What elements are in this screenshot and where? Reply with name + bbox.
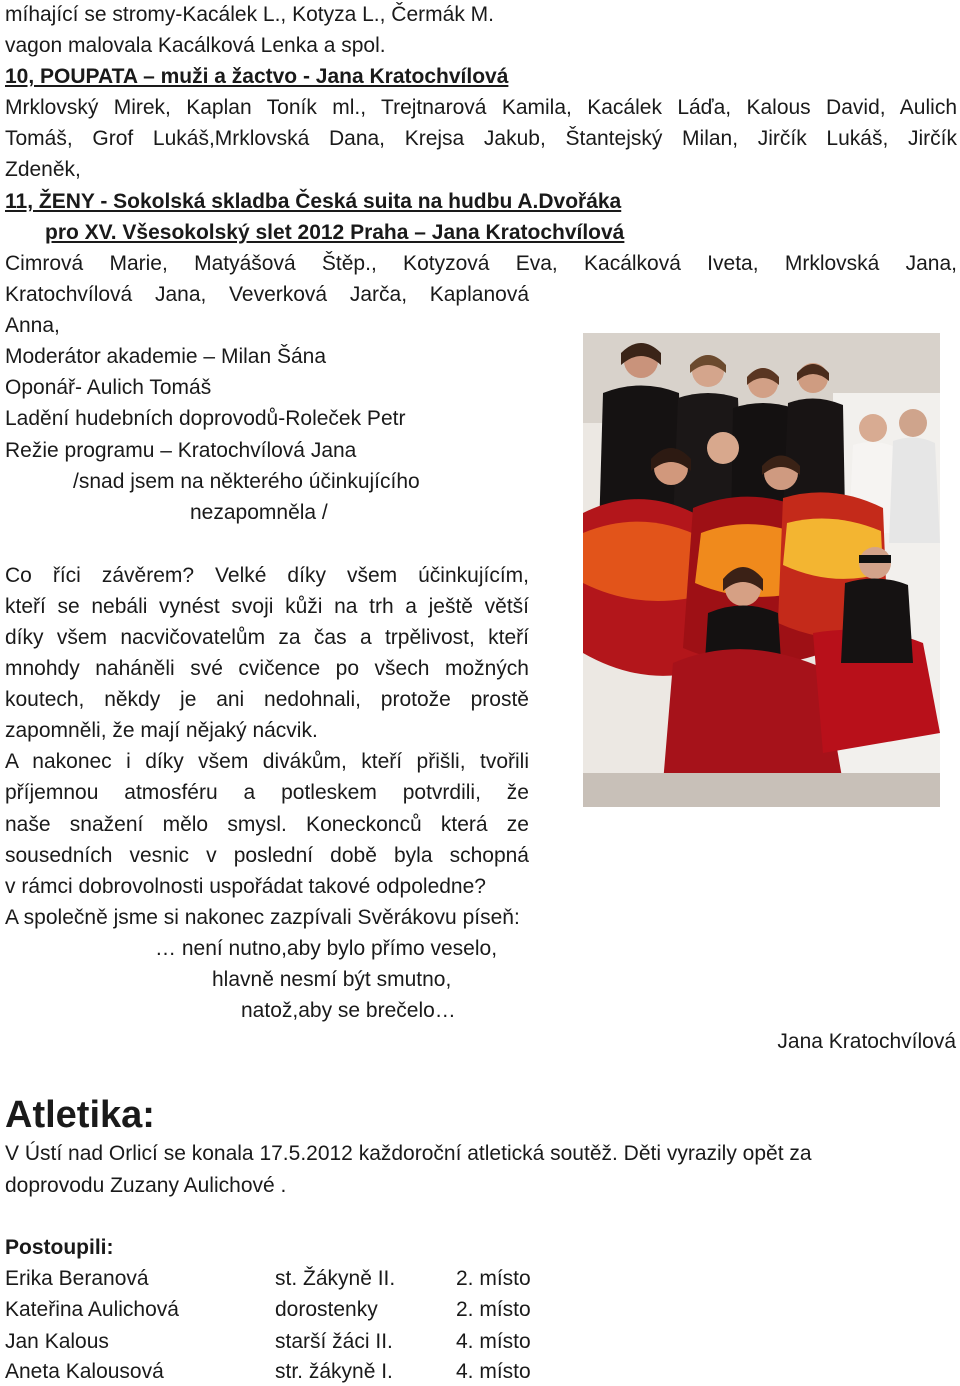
closing-paragraph-line: Co říci závěrem? Velké díky všem účinkujícím, bbox=[5, 564, 529, 587]
section-heading: Atletika: bbox=[5, 1094, 155, 1136]
program-item-11-title: pro XV. Všesokolský slet 2012 Praha – Jana Kratochvílová bbox=[45, 221, 625, 244]
credit-line: Režie programu – Kratochvílová Jana bbox=[5, 439, 357, 462]
program-item-11-cast: Kratochvílová Jana, Veverková Jarča, Kaplanová bbox=[5, 283, 529, 306]
program-item-11-cast: Cimrová Marie, Matyášová Štěp., Kotyzová Eva, Kacálková Iveta, Mrklovská Jana, bbox=[5, 252, 957, 275]
result-category: st. Žákyně II. bbox=[275, 1267, 396, 1290]
song-line: hlavně nesmí být smutno, bbox=[212, 968, 452, 991]
closing-paragraph-line: zapomněli, že mají nějaký nácvik. bbox=[5, 719, 318, 742]
postoupili-label: Postoupili: bbox=[5, 1236, 114, 1259]
credit-line: Ladění hudebních doprovodů-Roleček Petr bbox=[5, 407, 406, 430]
result-name: Jan Kalous bbox=[5, 1330, 109, 1353]
note-line: nezapomněla / bbox=[190, 501, 328, 524]
group-photo bbox=[583, 333, 940, 807]
result-name: Aneta Kalousová bbox=[5, 1360, 164, 1383]
program-item-11-title: 11, ŽENY - Sokolská skladba Česká suita na hudbu A.Dvořáka bbox=[5, 190, 622, 213]
closing-paragraph-line: kteří se nebáli vynést svoji kůži na trh a ještě větší bbox=[5, 595, 529, 618]
closing-paragraph-line: příjemnou atmosféru a potleskem potvrdili, že bbox=[5, 781, 529, 804]
result-name: Erika Beranová bbox=[5, 1267, 149, 1290]
atletika-intro: V Ústí nad Orlicí se konala 17.5.2012 každoroční atletická soutěž. Děti vyrazily opět za bbox=[5, 1142, 812, 1165]
closing-paragraph-line: v rámci dobrovolnosti uspořádat takové odpoledne? bbox=[5, 875, 486, 898]
program-item-10-title: 10, POUPATA – muži a žactvo - Jana Kratochvílová bbox=[5, 65, 509, 88]
signature: Jana Kratochvílová bbox=[777, 1030, 956, 1053]
credit-line: Moderátor akademie – Milan Šána bbox=[5, 345, 327, 368]
text-line: vagon malovala Kacálková Lenka a spol. bbox=[5, 34, 386, 57]
program-item-10-cast: Mrklovský Mirek, Kaplan Toník ml., Trejtnarová Kamila, Kacálek Láďa, Kalous David, Aulich bbox=[5, 96, 957, 119]
result-category: starší žáci II. bbox=[275, 1330, 393, 1353]
text-line: míhající se stromy-Kacálek L., Kotyza L., Čermák M. bbox=[5, 3, 494, 26]
result-place: 2. místo bbox=[456, 1298, 531, 1321]
result-place: 4. místo bbox=[456, 1330, 531, 1353]
closing-paragraph-line: naše snažení mělo smysl. Koneckonců která ze bbox=[5, 813, 529, 836]
program-item-11-cast: Anna, bbox=[5, 314, 60, 337]
song-line: natož,aby se brečelo… bbox=[241, 999, 456, 1022]
program-item-10-cast: Tomáš, Grof Lukáš,Mrklovská Dana, Krejsa Jakub, Štantejský Milan, Jirčík Lukáš, Jirčík bbox=[5, 127, 957, 150]
note-line: /snad jsem na některého účinkujícího bbox=[73, 470, 420, 493]
closing-paragraph-line: koutech, někdy je ani nedohnali, protože prostě bbox=[5, 688, 529, 711]
result-place: 4. místo bbox=[456, 1360, 531, 1383]
closing-paragraph-line: sousedních vesnic v poslední době byla schopná bbox=[5, 844, 529, 867]
song-line: … není nutno,aby bylo přímo veselo, bbox=[155, 937, 498, 960]
closing-paragraph-line: mnohdy naháněli své cvičence po všech možných bbox=[5, 657, 529, 680]
closing-paragraph-line: A nakonec i díky všem divákům, kteří přišli, tvořili bbox=[5, 750, 529, 773]
result-category: dorostenky bbox=[275, 1298, 378, 1321]
program-item-10-cast: Zdeněk, bbox=[5, 158, 81, 181]
closing-paragraph-line: A společně jsme si nakonec zazpívali Svěrákovu píseň: bbox=[5, 906, 520, 929]
group-photo-illustration bbox=[583, 333, 940, 807]
closing-paragraph-line: díky všem nacvičovatelům za čas a trpělivost, kteří bbox=[5, 626, 529, 649]
result-place: 2. místo bbox=[456, 1267, 531, 1290]
atletika-intro: doprovodu Zuzany Aulichové . bbox=[5, 1174, 287, 1197]
result-name: Kateřina Aulichová bbox=[5, 1298, 179, 1321]
result-category: str. žákyně I. bbox=[275, 1360, 393, 1383]
credit-line: Oponář- Aulich Tomáš bbox=[5, 376, 212, 399]
